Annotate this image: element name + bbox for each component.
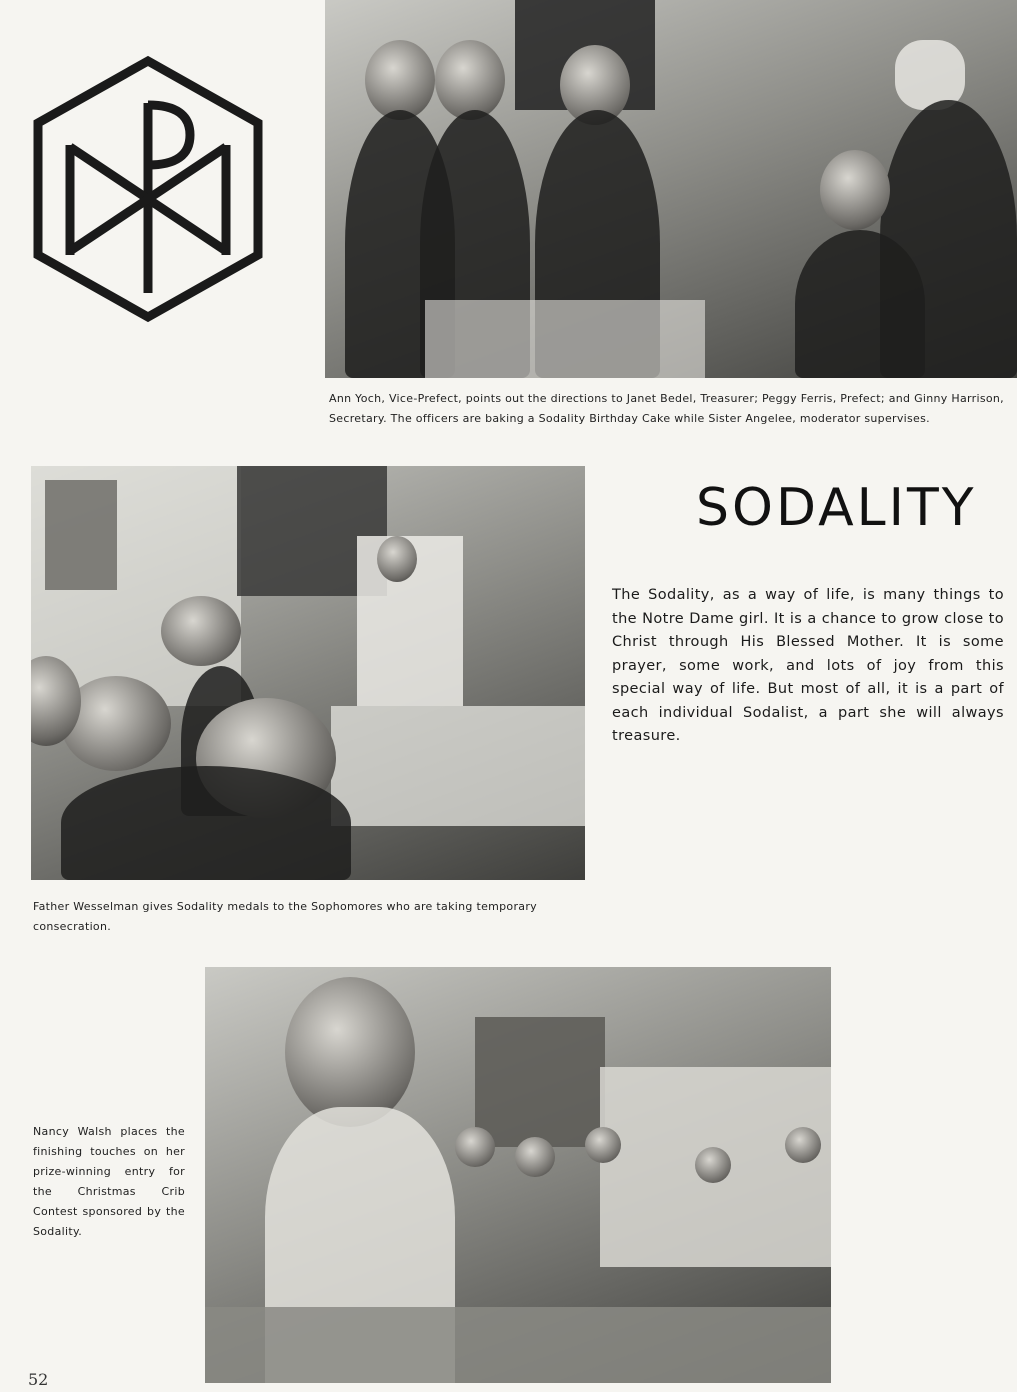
body-paragraph: The Sodality, as a way of life, is many things to the Notre Dame girl. It is a chance to grow close to Christ through His Blessed Mother. It is some prayer, some work, and lots of joy from this special way of life. But most of all, it is a part of each individual Sodalist, a part she will always treasure. (612, 587, 1004, 744)
photo-crib (205, 967, 831, 1383)
photo-medals (31, 466, 585, 880)
page-number: 52 (28, 1370, 49, 1389)
chi-rho-hexagon-icon (30, 55, 266, 323)
caption-crib: Nancy Walsh places the finishing touches on her prize-winning entry for the Christmas Crib Contest sponsored by the Sodality. (33, 1125, 185, 1238)
caption-medals: Father Wesselman gives Sodality medals to the Sophomores who are taking temporary consecration. (33, 900, 537, 933)
photo-officers (325, 0, 1017, 378)
caption-officers: Ann Yoch, Vice-Prefect, points out the directions to Janet Bedel, Treasurer; Peggy Ferris, Prefect; and Ginny Harrison, Secretary. The officers are baking a Sodality Birthday Cake while Sister Angelee, moderator supervises. (329, 392, 1004, 425)
page-title: SODALITY (696, 478, 977, 538)
